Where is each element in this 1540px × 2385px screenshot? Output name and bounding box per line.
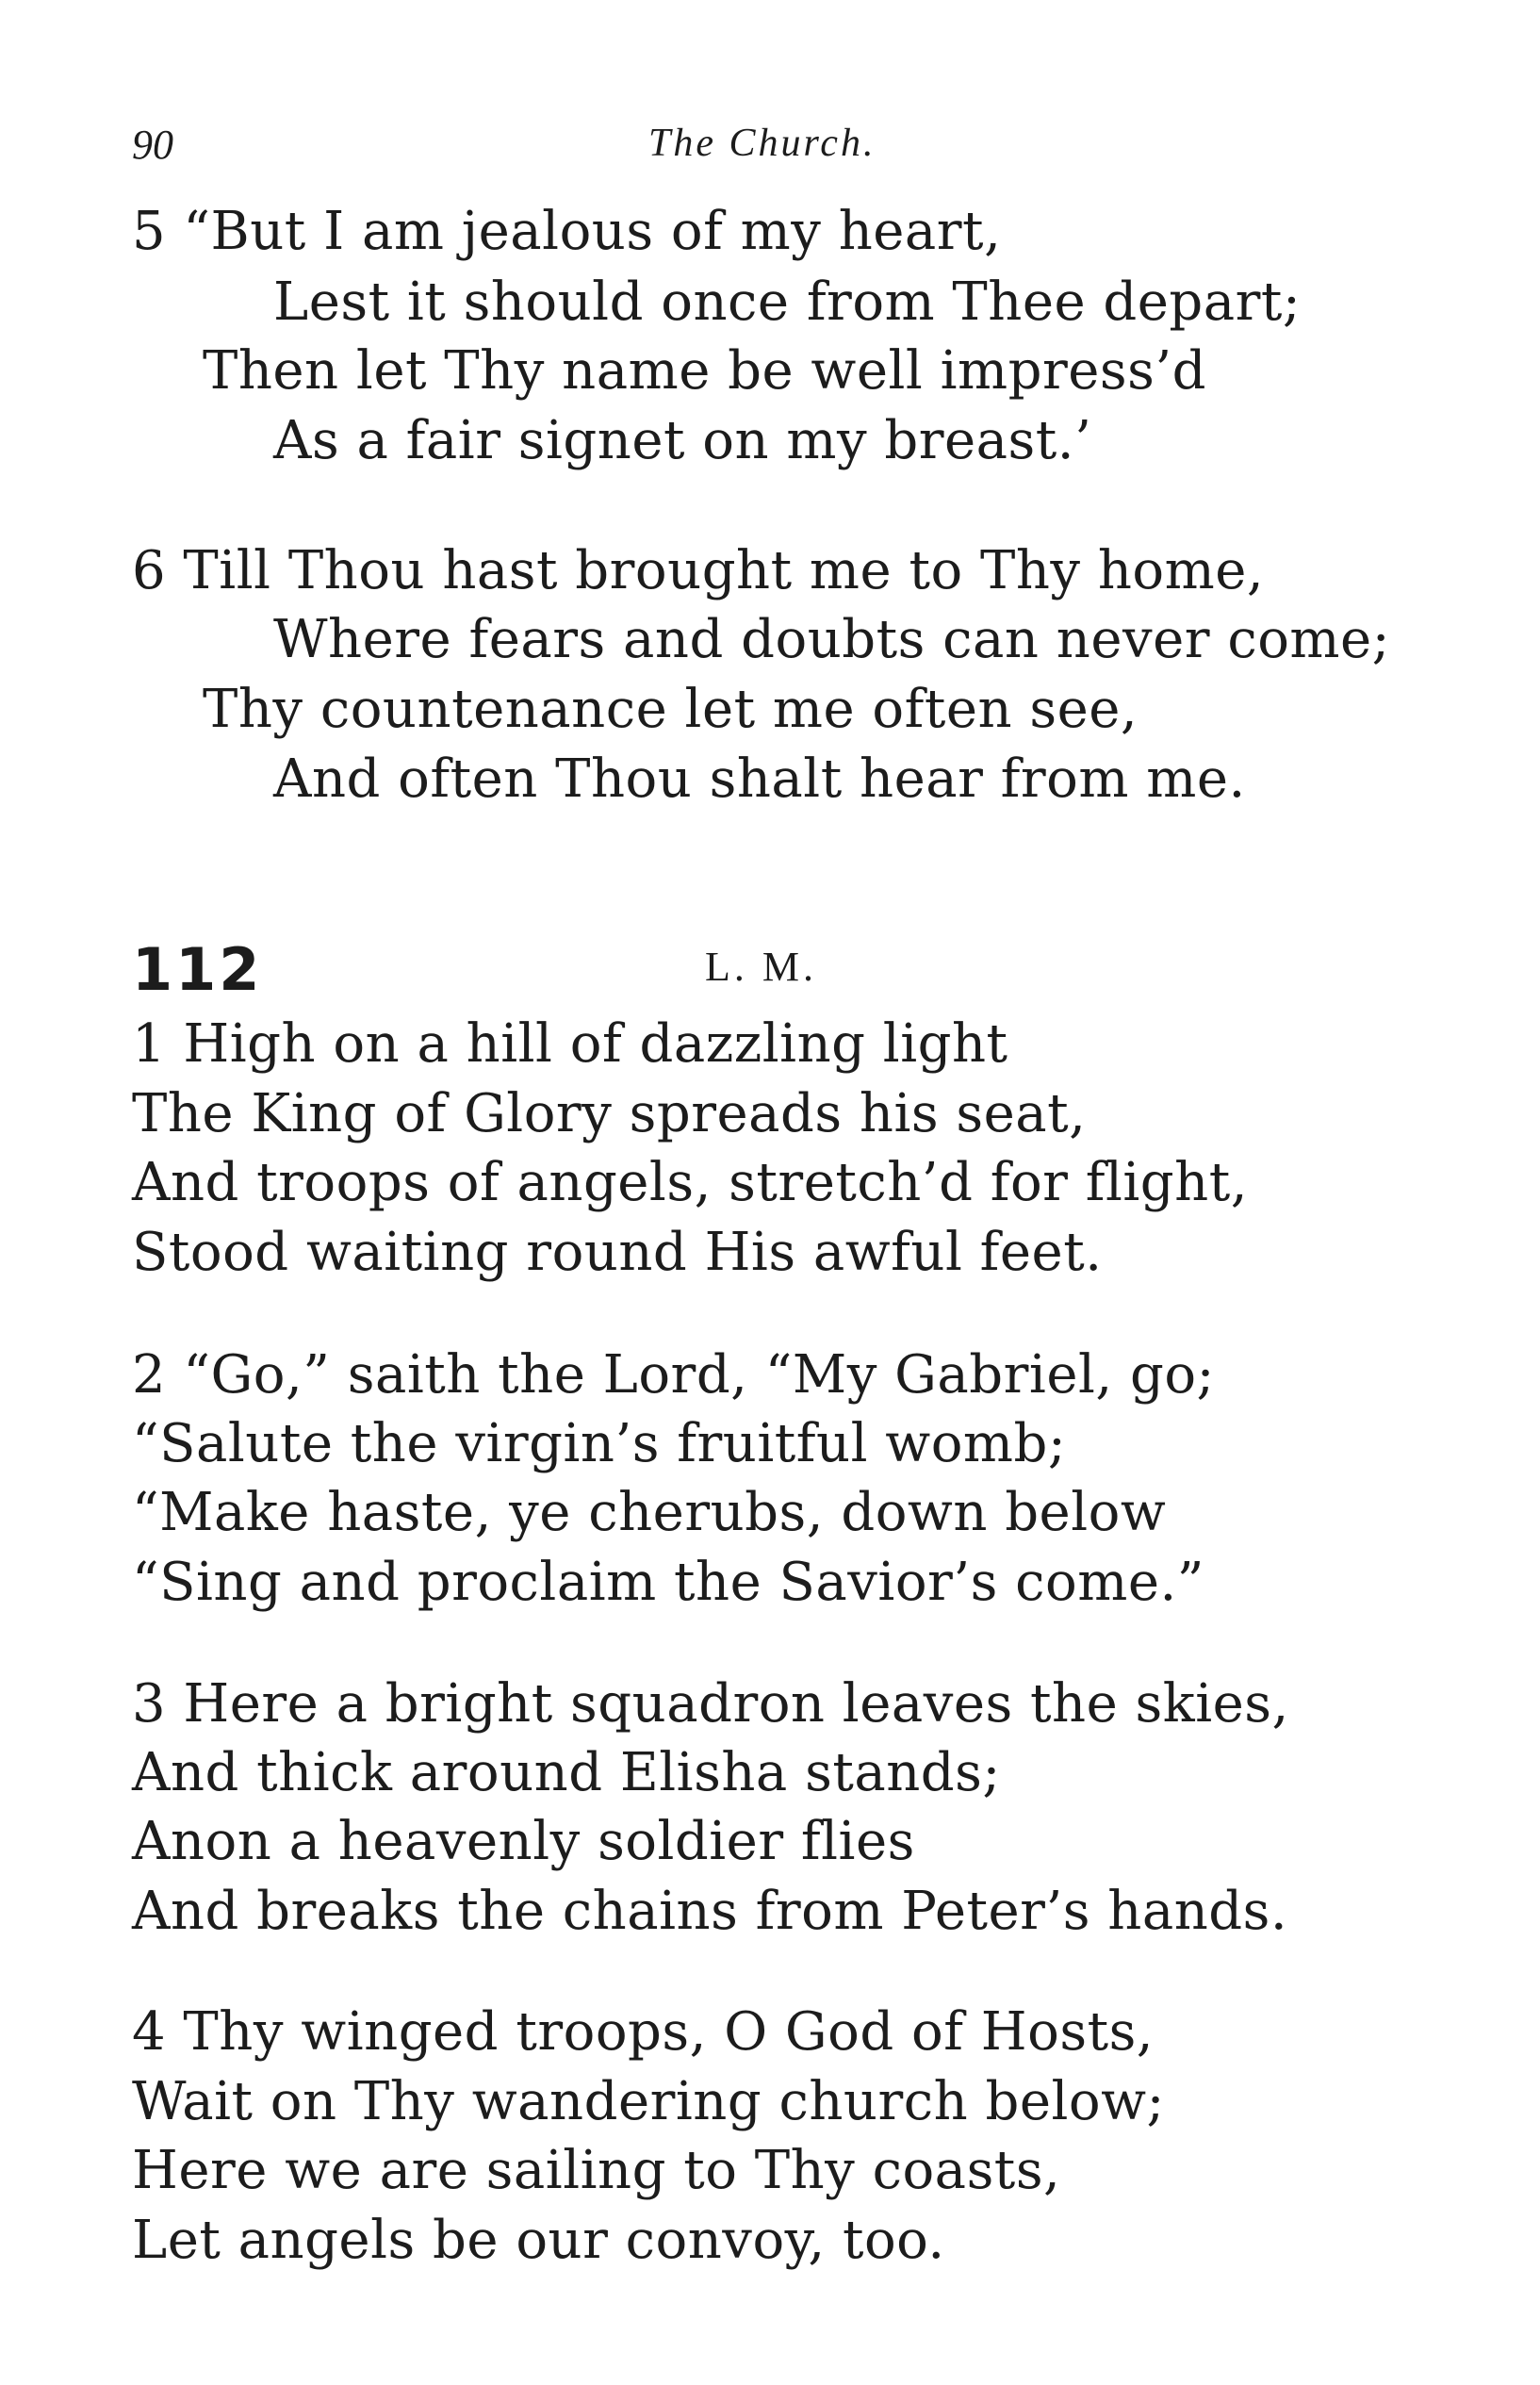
verse-line: Let angels be our convoy, too. <box>132 2210 945 2271</box>
verse-line: Stood waiting round His awful feet. <box>132 1222 1103 1283</box>
verse-line: 4 Thy winged troops, O God of Hosts, <box>132 2001 1155 2063</box>
verse-line: 3 Here a bright squadron leaves the skies, <box>132 1673 1289 1735</box>
hymn-number: 112 <box>132 935 263 1004</box>
running-title: The Church. <box>648 122 876 165</box>
verse-line: Wait on Thy wandering church below; <box>132 2071 1165 2132</box>
verse-line: And often Thou shalt hear from me. <box>273 748 1246 810</box>
hymn-meter: L. M. <box>705 944 817 990</box>
verse-line: “Sing and proclaim the Savior’s come.” <box>132 1552 1204 1613</box>
verse-line: Lest it should once from Thee depart; <box>273 271 1302 333</box>
verse-line: “Make haste, ye cherubs, down below <box>132 1482 1167 1543</box>
verse-line: 6 Till Thou hast brought me to Thy home, <box>132 540 1265 601</box>
verse-line: Anon a heavenly soldier flies <box>132 1811 915 1872</box>
verse-line: Then let Thy name be well impress’d <box>203 340 1207 402</box>
verse-line: 1 High on a hill of dazzling light <box>132 1013 1008 1075</box>
verse-line: The King of Glory spreads his seat, <box>132 1083 1087 1144</box>
verse-line: 2 “Go,” saith the Lord, “My Gabriel, go; <box>132 1344 1215 1406</box>
verse-line: Where fears and doubts can never come; <box>273 609 1391 670</box>
verse-line: 5 “But I am jealous of my heart, <box>132 201 1002 262</box>
verse-line: And breaks the chains from Peter’s hands. <box>132 1881 1288 1942</box>
verse-line: Here we are sailing to Thy coasts, <box>132 2140 1061 2201</box>
verse-line: “Salute the virgin’s fruitful womb; <box>132 1413 1067 1474</box>
verse-line: And thick around Elisha stands; <box>132 1742 1001 1803</box>
verse-line: And troops of angels, stretch’d for flight, <box>132 1152 1248 1213</box>
page-number: 90 <box>132 122 173 168</box>
verse-line: As a fair signet on my breast.’ <box>273 410 1092 471</box>
running-head <box>132 121 1470 177</box>
verse-line: Thy countenance let me often see, <box>203 679 1139 740</box>
